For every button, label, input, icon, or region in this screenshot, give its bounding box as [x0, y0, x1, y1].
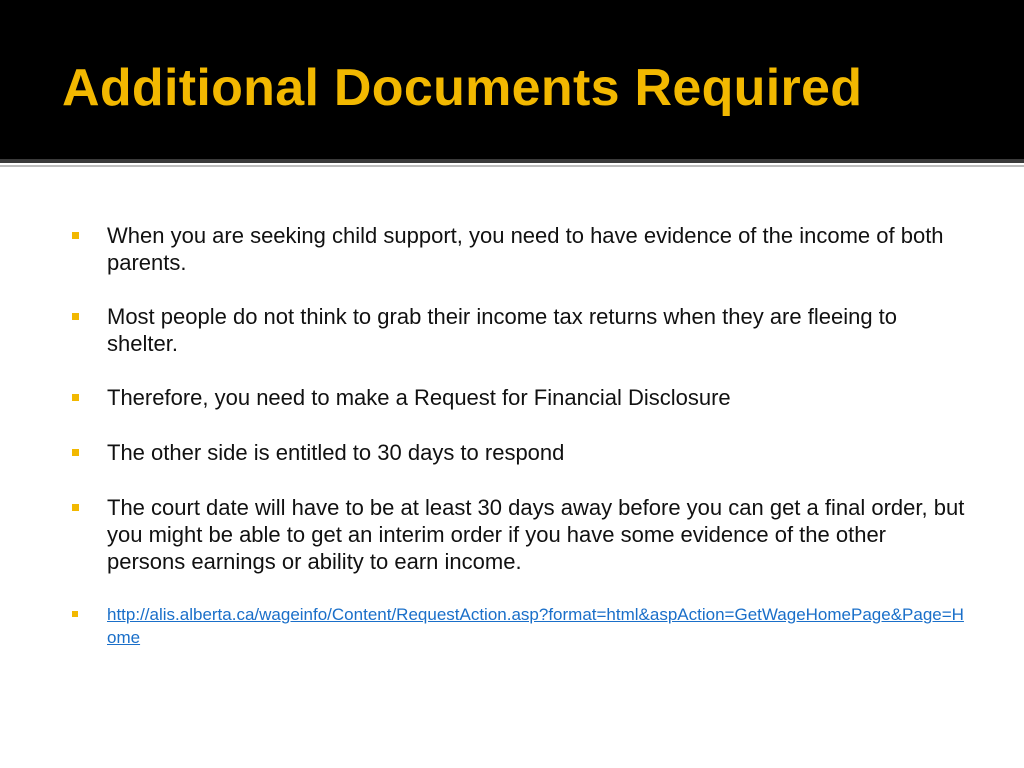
bullet-text: Most people do not think to grab their income tax returns when they are fleeing to shelter. [107, 304, 898, 356]
wageinfo-link[interactable]: http://alis.alberta.ca/wageinfo/Content/RequestAction.asp?format=html&aspAction=GetWageHomePage&Page=Home [107, 605, 964, 647]
title-band [0, 0, 1024, 159]
title-divider [0, 159, 1024, 163]
bullet-square-icon [72, 232, 79, 239]
bullet-square-icon [72, 611, 78, 617]
title-divider-light [0, 165, 1024, 167]
slide-title: Additional Documents Required [62, 59, 863, 117]
bullet-text: Therefore, you need to make a Request for Financial Disclosure [107, 385, 731, 410]
bullet-square-icon [72, 313, 79, 320]
bullet-square-icon [72, 394, 79, 401]
bullet-text: The court date will have to be at least 30 days away before you can get a final order, but you might be able to get an interim order if you have some evidence of the other persons earnings or ability to earn income. [107, 495, 965, 574]
bullet-square-icon [72, 449, 79, 456]
bullet-square-icon [72, 504, 79, 511]
bullet-text: When you are seeking child support, you need to have evidence of the income of both parents. [107, 223, 944, 275]
bullet-text: The other side is entitled to 30 days to respond [107, 440, 565, 465]
